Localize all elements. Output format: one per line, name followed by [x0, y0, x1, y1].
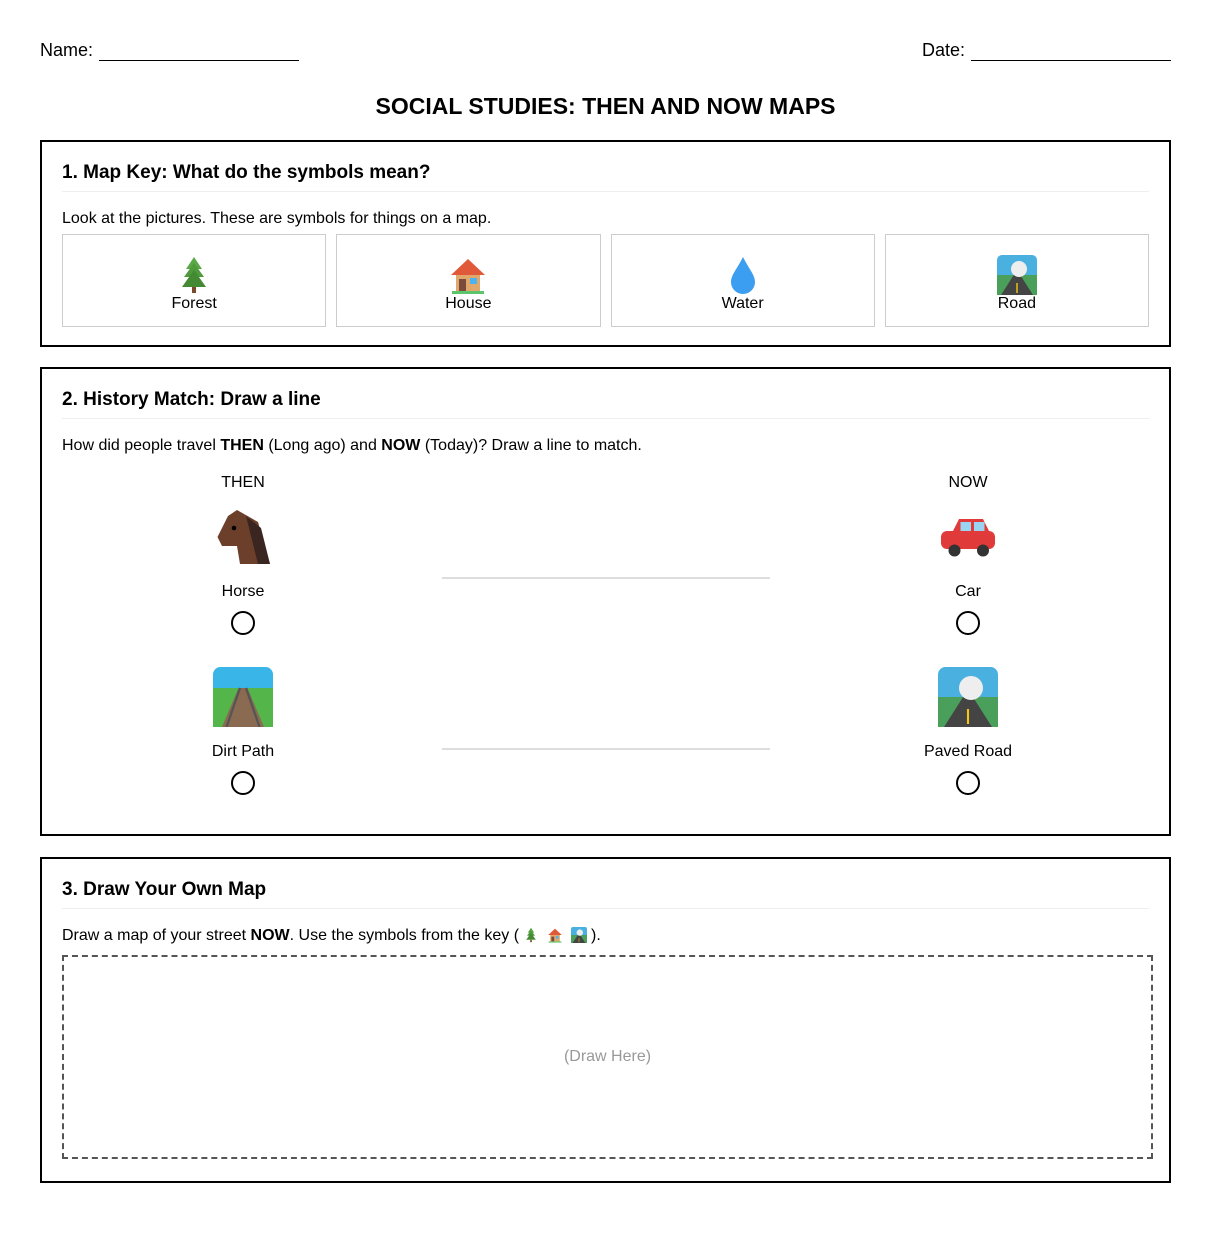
horse-icon	[213, 507, 273, 567]
water-drop-icon	[723, 255, 763, 295]
text: How did people travel	[62, 437, 221, 454]
house-icon	[448, 255, 488, 295]
house-icon	[547, 927, 563, 943]
draw-placeholder: (Draw Here)	[563, 1048, 652, 1065]
car-icon	[938, 507, 998, 567]
key-card-house	[336, 234, 600, 327]
tree-icon	[523, 927, 539, 943]
instruction	[62, 437, 1149, 455]
instruction	[62, 927, 1149, 945]
match-line-guide	[442, 748, 770, 750]
then-header: THEN	[221, 474, 265, 491]
match-dot[interactable]	[956, 771, 980, 795]
page-title: SOCIAL STUDIES: THEN AND NOW MAPS	[375, 93, 836, 119]
item-label: Paved Road	[923, 743, 1013, 760]
now-item-car	[868, 507, 1068, 635]
name-line[interactable]	[99, 45, 299, 61]
section-heading: 1. Map Key: What do the symbols mean?	[62, 162, 1149, 192]
item-label: Car	[955, 583, 981, 600]
name-label: Name:	[40, 40, 94, 60]
section-map-key	[40, 140, 1171, 347]
map-key-grid	[62, 234, 1149, 327]
text: . Use the symbols from the key (	[289, 927, 520, 944]
key-label: Road	[997, 294, 1036, 312]
then-item-dirt-path	[143, 667, 343, 795]
date-field[interactable]	[922, 40, 1171, 61]
railway-track-icon	[213, 667, 273, 727]
text: (Long ago) and	[263, 437, 382, 454]
date-line[interactable]	[971, 45, 1171, 61]
road-icon	[571, 927, 587, 943]
section-draw-map	[40, 857, 1171, 1183]
section-heading: 3. Draw Your Own Map	[62, 879, 1149, 909]
key-card-water	[611, 234, 875, 327]
road-icon	[997, 255, 1037, 295]
instruction: Look at the pictures. These are symbols for things on a map.	[62, 210, 492, 227]
road-icon	[938, 667, 998, 727]
key-card-forest	[62, 234, 326, 327]
tree-icon	[174, 255, 214, 295]
text: (Today)? Draw a line to match.	[420, 437, 642, 454]
text: Draw a map of your street	[62, 927, 251, 944]
drawing-area[interactable]	[62, 955, 1153, 1159]
item-label: Horse	[221, 583, 265, 600]
item-label: Dirt Path	[211, 743, 275, 760]
then-item-horse	[143, 507, 343, 635]
match-dot[interactable]	[956, 611, 980, 635]
key-label: Water	[721, 294, 764, 312]
key-label: Forest	[171, 294, 217, 312]
then-word: THEN	[220, 437, 264, 454]
date-label: Date:	[921, 40, 965, 60]
section-history-match	[40, 367, 1171, 836]
name-field[interactable]	[40, 40, 299, 61]
match-dot[interactable]	[231, 611, 255, 635]
now-item-paved-road	[868, 667, 1068, 795]
section-heading: 2. History Match: Draw a line	[62, 389, 1149, 419]
now-word: NOW	[250, 927, 290, 944]
text: ).	[591, 927, 601, 944]
now-word: NOW	[381, 437, 421, 454]
now-header: NOW	[948, 474, 988, 491]
match-dot[interactable]	[231, 771, 255, 795]
key-label: House	[445, 294, 492, 312]
key-card-road	[885, 234, 1149, 327]
header	[40, 40, 1171, 61]
match-line-guide	[442, 577, 770, 579]
